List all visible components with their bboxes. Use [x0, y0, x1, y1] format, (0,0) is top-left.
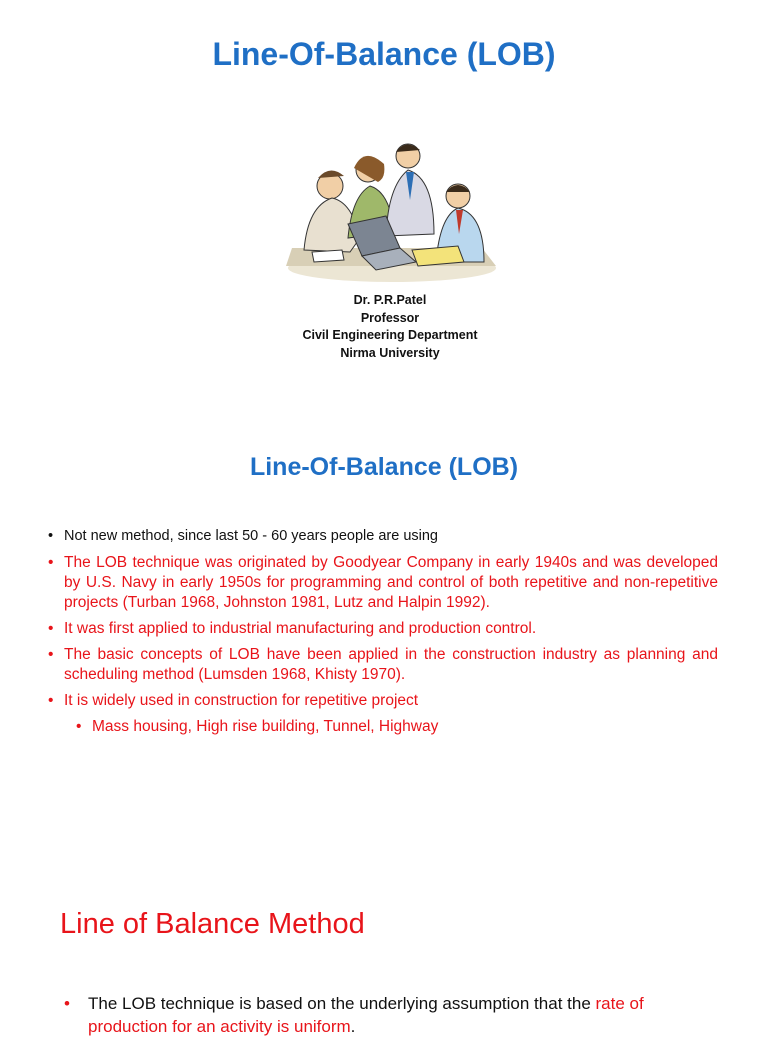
author-position: Professor [360, 310, 420, 325]
author-university: Nirma University [340, 345, 440, 360]
bullet-text: The LOB technique is based on the underlying assumption that the [88, 994, 596, 1013]
slide1-title: Line-Of-Balance (LOB) [212, 36, 556, 72]
bullet-dot-icon: • [48, 528, 54, 544]
bullet-dot-icon: • [48, 620, 54, 637]
list-item: • It is widely used in construction for repetitive project [48, 692, 419, 709]
list-item: • It was first applied to industrial manufacturing and production control. [48, 620, 537, 637]
list-item: • The LOB technique was originated by Goodyear Company in early 1940s and was developed by U.S. Navy in early 1950s for programming and control of both repetitive and non-repetitive projects (Turban 1968, Johnston 1981, Lutz and Halpin 1992). [48, 554, 718, 611]
slide2-title: Line-Of-Balance (LOB) [249, 453, 519, 481]
sub-list-item: • Mass housing, High rise building, Tunnel, Highway [76, 718, 439, 735]
list-item: • Not new method, since last 50 - 60 years people are using [48, 528, 438, 544]
slide3-bullet: • The LOB technique is based on the underlying assumption that the rate of production for an activity is uniform. [64, 994, 644, 1036]
author-name: Dr. P.R.Patel [353, 293, 427, 307]
bullet-dot-icon: • [48, 554, 54, 571]
bullet-dot-icon: • [64, 994, 70, 1013]
author-block [0, 292, 768, 362]
highlighted-text: rate of production for an activity is uniform [88, 994, 644, 1036]
bullet-dot-icon: • [48, 692, 54, 709]
list-item: • The basic concepts of LOB have been applied in the construction industry as planning and scheduling method (Lumsden 1968, Khisty 1970). [48, 646, 718, 683]
slide2-bullet-list [48, 526, 718, 743]
bullet-dot-icon: • [76, 718, 82, 735]
author-department: Civil Engineering Department [302, 328, 478, 342]
slide3-title: Line of Balance Method [60, 908, 365, 940]
bullet-dot-icon: • [48, 646, 54, 663]
business-team-clipart-icon [282, 138, 500, 284]
